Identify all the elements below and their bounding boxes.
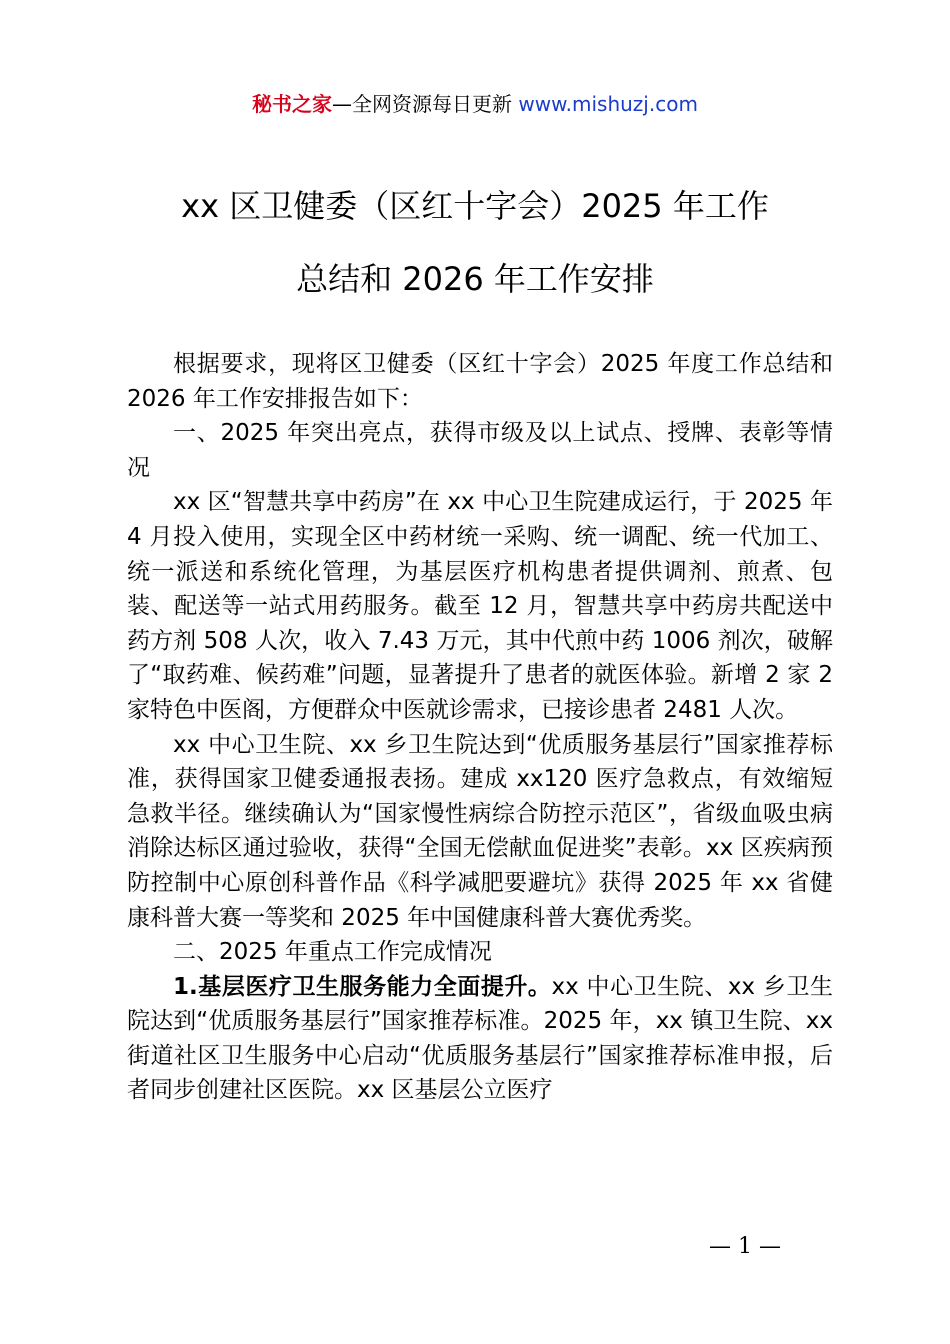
paragraph-lead: 1.基层医疗卫生服务能力全面提升。	[173, 973, 552, 1000]
banner-text: —全网资源每日更新	[332, 92, 519, 116]
page-number: — 1 —	[709, 1234, 781, 1259]
title-line-2: 总结和 2026 年工作安排	[296, 260, 654, 298]
section-heading-highlights: 一、2025 年突出亮点，获得市级及以上试点、授牌、表彰等情况	[127, 420, 833, 481]
paragraph-text: xx 中心卫生院、xx 乡卫生院达到“优质服务基层行”国家推荐标准。2025 年，xx 镇卫生院、xx 街道社区卫生服务中心启动“优质服务基层行”国家推荐标准申报，后者同步创建社区医院。xx 区基层公立医疗	[127, 973, 833, 1104]
site-banner	[0, 88, 950, 120]
site-link[interactable]: www.mishuzj.com	[518, 92, 698, 116]
section-heading-key-work: 二、2025 年重点工作完成情况	[173, 939, 492, 966]
document-title	[0, 186, 950, 299]
title-line-1: xx 区卫健委（区红十字会）2025 年工作	[181, 187, 769, 225]
intro-paragraph: 根据要求，现将区卫健委（区红十字会）2025 年度工作总结和 2026 年工作安排报告如下：	[127, 351, 833, 412]
document-body	[127, 347, 833, 1108]
paragraph-awards: xx 中心卫生院、xx 乡卫生院达到“优质服务基层行”国家推荐标准，获得国家卫健委通报表扬。建成 xx120 医疗急救点，有效缩短急救半径。继续确认为“国家慢性病综合防控示范区”，省级血吸虫病消除达标区通过验收，获得“全国无偿献血促进奖”表彰。xx 区疾病预防控制中心原创科普作品《科学减肥要避坑》获得 2025 年 xx 省健康科普大赛一等奖和 2025 年中国健康科普大赛优秀奖。	[127, 731, 833, 931]
brand-name: 秘书之家	[252, 92, 333, 116]
paragraph-primary-care	[127, 970, 833, 1108]
paragraph-pharmacy: xx 区“智慧共享中药房”在 xx 中心卫生院建成运行，于 2025 年 4 月投入使用，实现全区中药材统一采购、统一调配、统一代加工、统一派送和系统化管理，为基层医疗机构患者提供调剂、煎煮、包装、配送等一站式用药服务。截至 12 月，智慧共享中药房共配送中药方剂 508 人次，收入 7.43 万元，其中代煎中药 1006 剂次，破解了“取药难、候药难”问题，显著提升了患者的就医体验。新增 2 家 2 家特色中医阁，方便群众中医就诊需求，已接诊患者 2481 人次。	[127, 489, 833, 723]
